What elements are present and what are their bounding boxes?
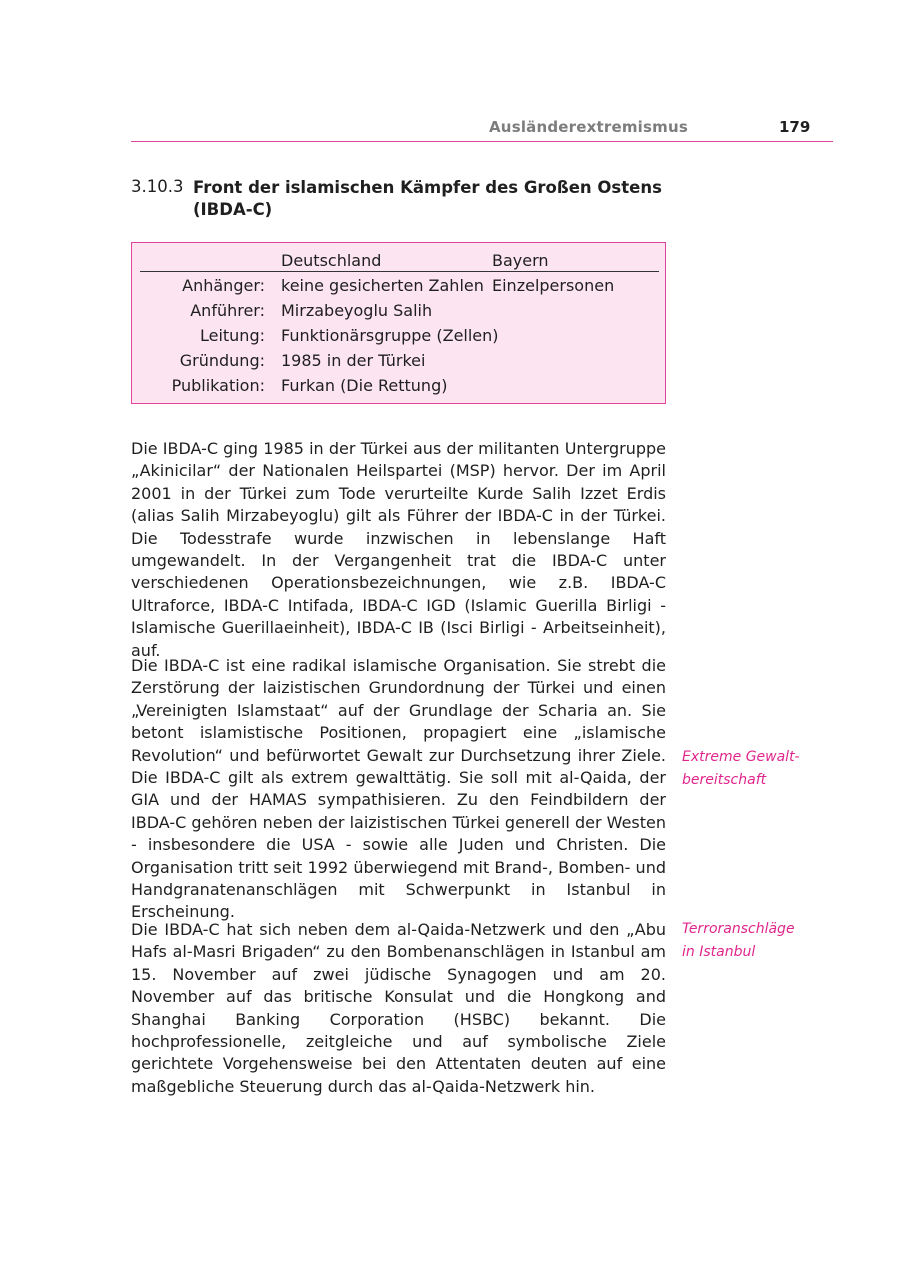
infobox-col-bayern: Bayern (492, 251, 549, 270)
infobox-row (132, 326, 665, 351)
section-title: Front der islamischen Kämpfer des Großen Ostens (IBDA-C) (193, 178, 662, 219)
page-number: 179 (779, 118, 811, 136)
infobox-row (132, 276, 665, 301)
infobox-row-label: Publikation: (171, 376, 265, 395)
infobox-row-label: Anhänger: (182, 276, 265, 295)
infobox-row-label: Leitung: (199, 326, 265, 345)
info-box (131, 242, 666, 404)
body-paragraph: Die IBDA-C ging 1985 in der Türkei aus der militanten Untergruppe „Akinicilar“ der Nationalen Heilspartei (MSP) hervor. Der im April 2001 in der Türkei zum Tode verurteilte Kurde Salih Izzet Erdis (alias Salih Mirzabeyoglu) gilt als Führer der IBDA-C in der Türkei. Die Todesstrafe wurde inzwischen in lebenslange Haft umgewandelt. In der Vergangenheit trat die IBDA-C unter verschiedenen Operationsbezeichnungen, wie z.B. IBDA-C Ultraforce, IBDA-C Intifada, IBDA-C IGD (Islamic Guerilla Birligi - Islamische Guerillaeinheit), IBDA-C IB (Isci Birligi - Arbeitseinheit), auf. (131, 439, 666, 660)
header-rule (131, 141, 833, 142)
infobox-row-deutschland: Funktionärsgruppe (Zellen) (281, 326, 499, 345)
infobox-row (132, 351, 665, 376)
margin-note (682, 918, 832, 963)
infobox-row (132, 376, 665, 401)
section-number: 3.10.3 (131, 177, 184, 196)
infobox-row-deutschland: 1985 in der Türkei (281, 351, 426, 370)
infobox-row-label: Gründung: (179, 351, 265, 370)
running-header-section: Ausländerextremismus (489, 118, 688, 136)
margin-note-line: bereitschaft (682, 771, 767, 788)
infobox-row-deutschland: Furkan (Die Rettung) (281, 376, 448, 395)
infobox-row-bayern: Einzelpersonen (492, 276, 615, 295)
infobox-row-label: Anführer: (190, 301, 265, 320)
infobox-row-deutschland: keine gesicherten Zahlen (281, 276, 484, 295)
body-paragraph: Die IBDA-C hat sich neben dem al-Qaida-Netzwerk und den „Abu Hafs al-Masri Brigaden“ zu den Bombenanschlägen in Istanbul am 15. November auf zwei jüdische Synagogen und am 20. November auf das britische Konsulat und die Hongkong and Shanghai Banking Corporation (HSBC) bekannt. Die hochprofessionelle, zeitgleiche und auf symbolische Ziele gerichtete Vorgehensweise bei den Attentaten deuten auf eine maßgebliche Steuerung durch das al-Qaida-Netzwerk hin. (131, 920, 666, 1096)
margin-note-line: Extreme Gewalt- (682, 749, 800, 765)
body-paragraph: Die IBDA-C ist eine radikal islamische Organisation. Sie strebt die Zerstörung der laizistischen Grundordnung der Türkei und einen „Vereinigten Islamstaat“ auf der Grundlage der Scharia an. Sie betont islamistische Positionen, propagiert eine „islamische Revolution“ und befürwortet Gewalt zur Durchsetzung ihrer Ziele. Die IBDA-C gilt als extrem gewalttätig. Sie soll mit al-Qaida, der GIA und der HAMAS sympathisieren. Zu den Feindbildern der IBDA-C gehören neben der laizistischen Türkei generell der Westen - insbesondere die USA - sowie alle Juden und Christen. Die Organisation tritt seit 1992 überwiegend mit Brand-, Bomben- und Handgranatenanschlägen mit Schwerpunkt in Istanbul in Erscheinung. (131, 656, 666, 922)
margin-note (682, 746, 832, 791)
infobox-header-rule (140, 271, 659, 272)
margin-note-line: in Istanbul (682, 943, 756, 960)
margin-note-line: Terroranschläge (682, 921, 795, 937)
infobox-row (132, 301, 665, 326)
infobox-col-deutschland: Deutschland (281, 251, 382, 270)
infobox-row-deutschland: Mirzabeyoglu Salih (281, 301, 433, 320)
